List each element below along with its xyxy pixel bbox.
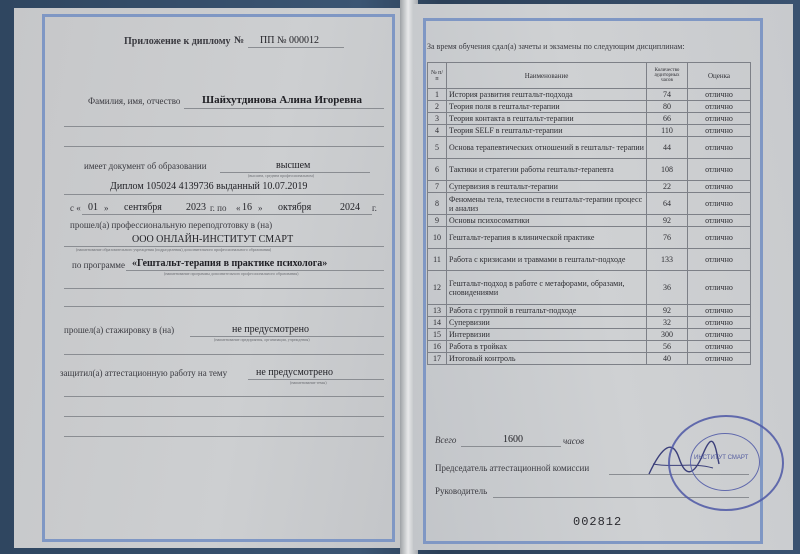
table-row xyxy=(428,137,751,159)
grade-value: отлично xyxy=(688,353,751,365)
grade-value: отлично xyxy=(688,215,751,227)
table-row xyxy=(428,89,751,101)
director-label: Руководитель xyxy=(435,486,488,496)
table-row xyxy=(428,249,751,271)
grade-value: отлично xyxy=(688,137,751,159)
underline xyxy=(64,146,384,147)
discipline-name: Теория контакта в гештальт-терапии xyxy=(447,113,647,125)
underline xyxy=(64,416,384,417)
row-number: 17 xyxy=(428,353,447,365)
col-grade-header: Оценка xyxy=(688,63,751,89)
row-number: 14 xyxy=(428,317,447,329)
row-number: 6 xyxy=(428,159,447,181)
grade-value: отлично xyxy=(688,249,751,271)
diploma-number: ПП № 000012 xyxy=(260,35,319,46)
discipline-name: Работа с группой в гештальт-подходе xyxy=(447,305,647,317)
table-row xyxy=(428,271,751,305)
table-row xyxy=(428,193,751,215)
date-from-prefix: с « xyxy=(70,203,81,213)
table-row xyxy=(428,329,751,341)
table-row xyxy=(428,317,751,329)
table-row xyxy=(428,227,751,249)
discipline-name: Теория SELF в гештальт-терапии xyxy=(447,125,647,137)
row-number: 8 xyxy=(428,193,447,215)
date-from-month: сентября xyxy=(124,202,162,213)
hours-value: 300 xyxy=(647,329,688,341)
hours-value: 44 xyxy=(647,137,688,159)
discipline-name: Тактики и стратегии работы гештальт-терапевта xyxy=(447,159,647,181)
row-number: 1 xyxy=(428,89,447,101)
grade-value: отлично xyxy=(688,125,751,137)
col-hours-header: Количество аудиторных часов xyxy=(647,63,688,89)
internship-caption: (наименование предприятия, организации, учреждения) xyxy=(214,337,310,342)
date-to-year: 2024 xyxy=(340,202,360,213)
date-to-day: 16 xyxy=(242,202,252,213)
serial-number: 002812 xyxy=(573,515,623,529)
date-to-prefix: г. по xyxy=(210,203,227,213)
program-label: по программе xyxy=(72,260,125,270)
hours-value: 66 xyxy=(647,113,688,125)
discipline-name: Работа в тройках xyxy=(447,341,647,353)
table-row xyxy=(428,353,751,365)
discipline-name: Гештальт-подход в работе с метафорами, образами, сновидениями xyxy=(447,271,647,305)
diploma-line: Диплом 105024 4139736 выданный 10.07.2019 xyxy=(110,181,308,192)
hours-value: 110 xyxy=(647,125,688,137)
hours-value: 76 xyxy=(647,227,688,249)
hours-value: 133 xyxy=(647,249,688,271)
grade-value: отлично xyxy=(688,271,751,305)
underline xyxy=(64,126,384,127)
stamp-text: ИНСТИТУТ СМАРТ xyxy=(694,455,749,461)
date-from-year: 2023 xyxy=(186,202,206,213)
appendix-title: Приложение к диплому xyxy=(124,36,231,47)
edu-level: высшем xyxy=(276,160,311,171)
thesis-value: не предусмотрено xyxy=(256,367,333,378)
col-no-header: № п/п xyxy=(428,63,447,89)
hours-value: 40 xyxy=(647,353,688,365)
hours-value: 108 xyxy=(647,159,688,181)
date-to-month: октября xyxy=(278,202,312,213)
table-row xyxy=(428,159,751,181)
row-number: 10 xyxy=(428,227,447,249)
discipline-name: Супервизия в гештальт-терапии xyxy=(447,181,647,193)
total-label: Всего xyxy=(435,435,457,445)
row-number: 13 xyxy=(428,305,447,317)
thesis-label: защитил(а) аттестационную работу на тему xyxy=(60,368,228,378)
discipline-name: Феномены тела, телесности в гештальт-терапии процесс и анализ xyxy=(447,193,647,215)
discipline-name: Основы психосоматики xyxy=(447,215,647,227)
number-sign: № xyxy=(234,35,245,46)
underline xyxy=(184,108,384,109)
stamp-inner-ring xyxy=(690,433,760,491)
table-row xyxy=(428,101,751,113)
discipline-name: Итоговый контроль xyxy=(447,353,647,365)
grade-value: отлично xyxy=(688,305,751,317)
row-number: 7 xyxy=(428,181,447,193)
left-page: Приложение к диплому № ПП № 000012 Фамилия, имя, отчество Шайхутдинова Алина Игоревна имеет документ об образовании высшем (высшем, среднем профессиональном) Диплом 105024 4139736 выданный 10.07.2019 с « 01 » сентября 2023 г. по « 16 » октября 2024 г. прошел(а) профессиональную переподготовку в (на) ООО ОНЛАЙН-ИНСТИТУТ СМАРТ (наименование образовательного учреждения (подразделения) дополнительного профессионального образования) по программе «Гештальт-терапия в практике психолога» (наименование программы дополнительного профессионального образования) прошел(а) стажировку в (на) не предусмотрено (наименование предприятия, организации, учреждения) защитил(а) аттестационную работу на тему не предусмотрено (наименование темы) xyxy=(14,8,405,548)
grade-value: отлично xyxy=(688,329,751,341)
underline xyxy=(64,354,384,355)
passed-label: прошел(а) профессиональную переподготовку в (на) xyxy=(70,220,273,230)
discipline-name: Гештальт-терапия в клинической практике xyxy=(447,227,647,249)
underline xyxy=(64,288,384,289)
underline xyxy=(461,446,561,447)
discipline-name: История развития гештальт-подхода xyxy=(447,89,647,101)
grade-value: отлично xyxy=(688,113,751,125)
disciplines-table xyxy=(427,62,751,365)
table-row xyxy=(428,215,751,227)
org-caption: (наименование образовательного учреждения (подразделения) дополнительного профессионального образования) xyxy=(76,247,272,252)
hours-value: 92 xyxy=(647,215,688,227)
institution-stamp xyxy=(668,415,784,511)
grade-value: отлично xyxy=(688,101,751,113)
discipline-name: Работа с кризисами и травмами в гештальт-подходе xyxy=(447,249,647,271)
row-number: 16 xyxy=(428,341,447,353)
table-row xyxy=(428,125,751,137)
exams-heading: За время обучения сдал(а) зачеты и экзамены по следующим дисциплинам: xyxy=(427,42,685,51)
row-number: 15 xyxy=(428,329,447,341)
row-number: 11 xyxy=(428,249,447,271)
hours-value: 22 xyxy=(647,181,688,193)
grade-value: отлично xyxy=(688,181,751,193)
underline xyxy=(64,436,384,437)
row-number: 2 xyxy=(428,101,447,113)
grade-value: отлично xyxy=(688,227,751,249)
hours-value: 80 xyxy=(647,101,688,113)
underline xyxy=(82,214,372,215)
hours-value: 56 xyxy=(647,341,688,353)
thesis-caption: (наименование темы) xyxy=(290,380,327,385)
edu-doc-label: имеет документ об образовании xyxy=(84,161,207,171)
grade-value: отлично xyxy=(688,193,751,215)
hours-value: 36 xyxy=(647,271,688,305)
edu-level-caption: (высшем, среднем профессиональном) xyxy=(248,173,315,178)
total-unit: часов xyxy=(563,436,584,446)
fio-value: Шайхутдинова Алина Игоревна xyxy=(202,94,363,106)
program-caption: (наименование программы дополнительного профессионального образования) xyxy=(164,271,299,276)
hours-value: 64 xyxy=(647,193,688,215)
hours-value: 32 xyxy=(647,317,688,329)
fio-label: Фамилия, имя, отчество xyxy=(88,96,181,106)
row-number: 4 xyxy=(428,125,447,137)
underline xyxy=(64,396,384,397)
program-name: «Гештальт-терапия в практике психолога» xyxy=(132,258,328,269)
discipline-name: Интервизии xyxy=(447,329,647,341)
row-number: 9 xyxy=(428,215,447,227)
total-hours: 1600 xyxy=(503,434,523,445)
internship-label: прошел(а) стажировку в (на) xyxy=(64,325,175,335)
table-row xyxy=(428,181,751,193)
grade-value: отлично xyxy=(688,159,751,181)
table-row xyxy=(428,341,751,353)
year-suffix: г. xyxy=(372,203,377,213)
hours-value: 92 xyxy=(647,305,688,317)
grade-value: отлично xyxy=(688,317,751,329)
underline xyxy=(248,47,344,48)
disciplines-body xyxy=(428,89,751,365)
org-name: ООО ОНЛАЙН-ИНСТИТУТ СМАРТ xyxy=(132,234,294,245)
col-name-header: Наименование xyxy=(447,63,647,89)
hours-value: 74 xyxy=(647,89,688,101)
underline xyxy=(64,194,384,195)
row-number: 12 xyxy=(428,271,447,305)
discipline-name: Супервизии xyxy=(447,317,647,329)
grade-value: отлично xyxy=(688,89,751,101)
row-number: 3 xyxy=(428,113,447,125)
discipline-name: Теория поля в гештальт-терапии xyxy=(447,101,647,113)
grade-value: отлично xyxy=(688,341,751,353)
date-from-day: 01 xyxy=(88,202,98,213)
discipline-name: Основа терапевтических отношений в гештальт- терапии xyxy=(447,137,647,159)
table-row xyxy=(428,113,751,125)
row-number: 5 xyxy=(428,137,447,159)
chairman-label: Председатель аттестационной комиссии xyxy=(435,463,590,473)
underline xyxy=(64,306,384,307)
internship-value: не предусмотрено xyxy=(232,324,309,335)
table-row xyxy=(428,305,751,317)
